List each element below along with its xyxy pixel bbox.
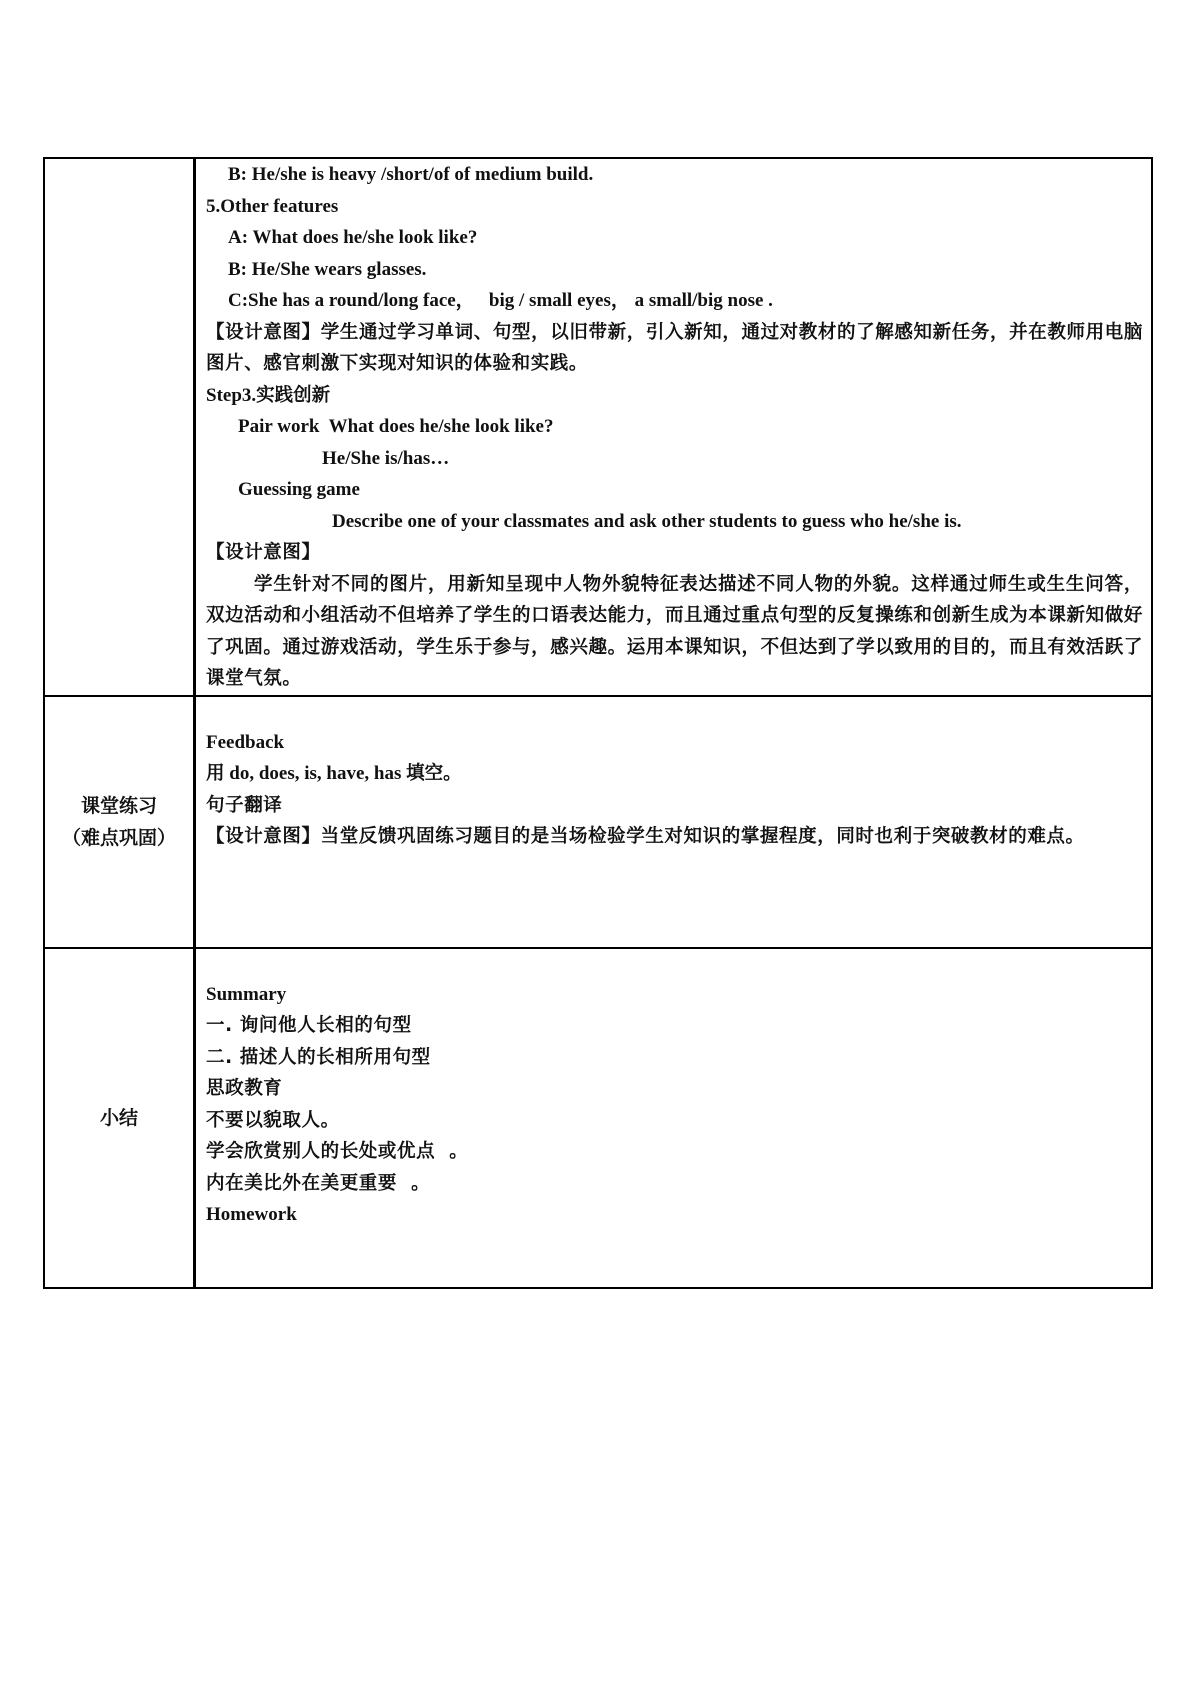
homework-heading: Homework: [206, 1204, 297, 1225]
design-intent-tag: 【设计意图】学生通过: [206, 321, 398, 343]
design-intent-text: 学习单词、句型，以旧带新，引入新知，通过对教材的了解感知新任务，并在教师用电脑图片、感官刺激下实现对知识的体验和实践。: [206, 321, 1143, 374]
row-label-exercise: [44, 696, 195, 948]
text-line: Describe one of your classmates and ask other students to guess who he/she is.: [332, 510, 962, 532]
row-label-line: 小结: [99, 1106, 138, 1129]
practice-content: [195, 158, 1153, 696]
table-row-practice: [44, 158, 1152, 696]
feedback-heading: Feedback: [206, 731, 285, 753]
step-title: 实践创新: [256, 384, 331, 406]
row-label-empty: [44, 158, 195, 696]
design-intent-paragraph: [206, 821, 1143, 853]
table-row-exercise: [44, 696, 1152, 948]
summary-item: 不要以貌取人。: [206, 1109, 340, 1131]
row-label-line: （难点巩固）: [61, 826, 176, 849]
summary-content: [195, 948, 1153, 1288]
summary-item: 内在美比外在美更重要 。: [206, 1172, 431, 1194]
fill-in-line: [206, 758, 1143, 790]
summary-item: 思政教育: [206, 1078, 283, 1099]
translate-line: 句子翻译: [206, 794, 283, 816]
row-label-line: 课堂练习: [80, 794, 157, 817]
summary-item: 学会欣赏别人的长处或优点 。: [206, 1141, 469, 1162]
lesson-plan-table: [43, 157, 1153, 1289]
text-line: B: He/she is heavy /short/of of medium build.: [228, 164, 594, 185]
section-heading: 5.Other features: [206, 195, 339, 217]
text-line: A: What does he/she look like?: [228, 227, 478, 248]
text-line: C:She has a round/long face， big / small eyes， a small/big nose .: [228, 290, 773, 311]
exercise-content: [195, 696, 1153, 948]
design-intent-text: 学生针对不同的图片，用新知呈现中人物外貌特征表达描述不同人物的外貌。这样通过师生或生生问答，双边活动和小组活动不但培养了学生的口语表达能力，而且通过重点句型的反复操练和创新生成为本课新知做好了巩固。通过游戏活动，学生乐于参与，感兴趣。运用本课知识，不但达到了学以致用的目的，而且有效活跃了课堂气氛。: [206, 573, 1143, 689]
summary-heading: Summary: [206, 983, 287, 1005]
row-label-summary: [44, 948, 195, 1288]
summary-item: 二. 描述人的长相所用句型: [206, 1046, 431, 1068]
summary-item: 一. 询问他人长相的句型: [206, 1015, 412, 1036]
design-intent-tag: 【设计意图】当堂反馈: [206, 826, 398, 847]
text-line: Guessing game: [238, 479, 360, 500]
design-intent-tag: 【设计意图】: [206, 542, 321, 563]
text-line: Pair work What does he/she look like?: [238, 416, 554, 437]
fill-suffix: 填空。: [406, 763, 462, 784]
fill-prefix: 用: [206, 763, 225, 784]
design-intent-paragraph: [206, 317, 1143, 380]
step-prefix: Step3.: [206, 384, 257, 406]
step-heading: [206, 380, 1143, 412]
text-line: B: He/She wears glasses.: [228, 258, 427, 280]
fill-words: do, does, is, have, has: [224, 763, 407, 784]
design-intent-text: 巩固练习题目的是当场检验学生对知识的掌握程度，同时也利于突破教材的难点。: [397, 826, 1085, 847]
table-row-summary: [44, 948, 1152, 1288]
text-line: He/She is/has…: [322, 447, 450, 469]
